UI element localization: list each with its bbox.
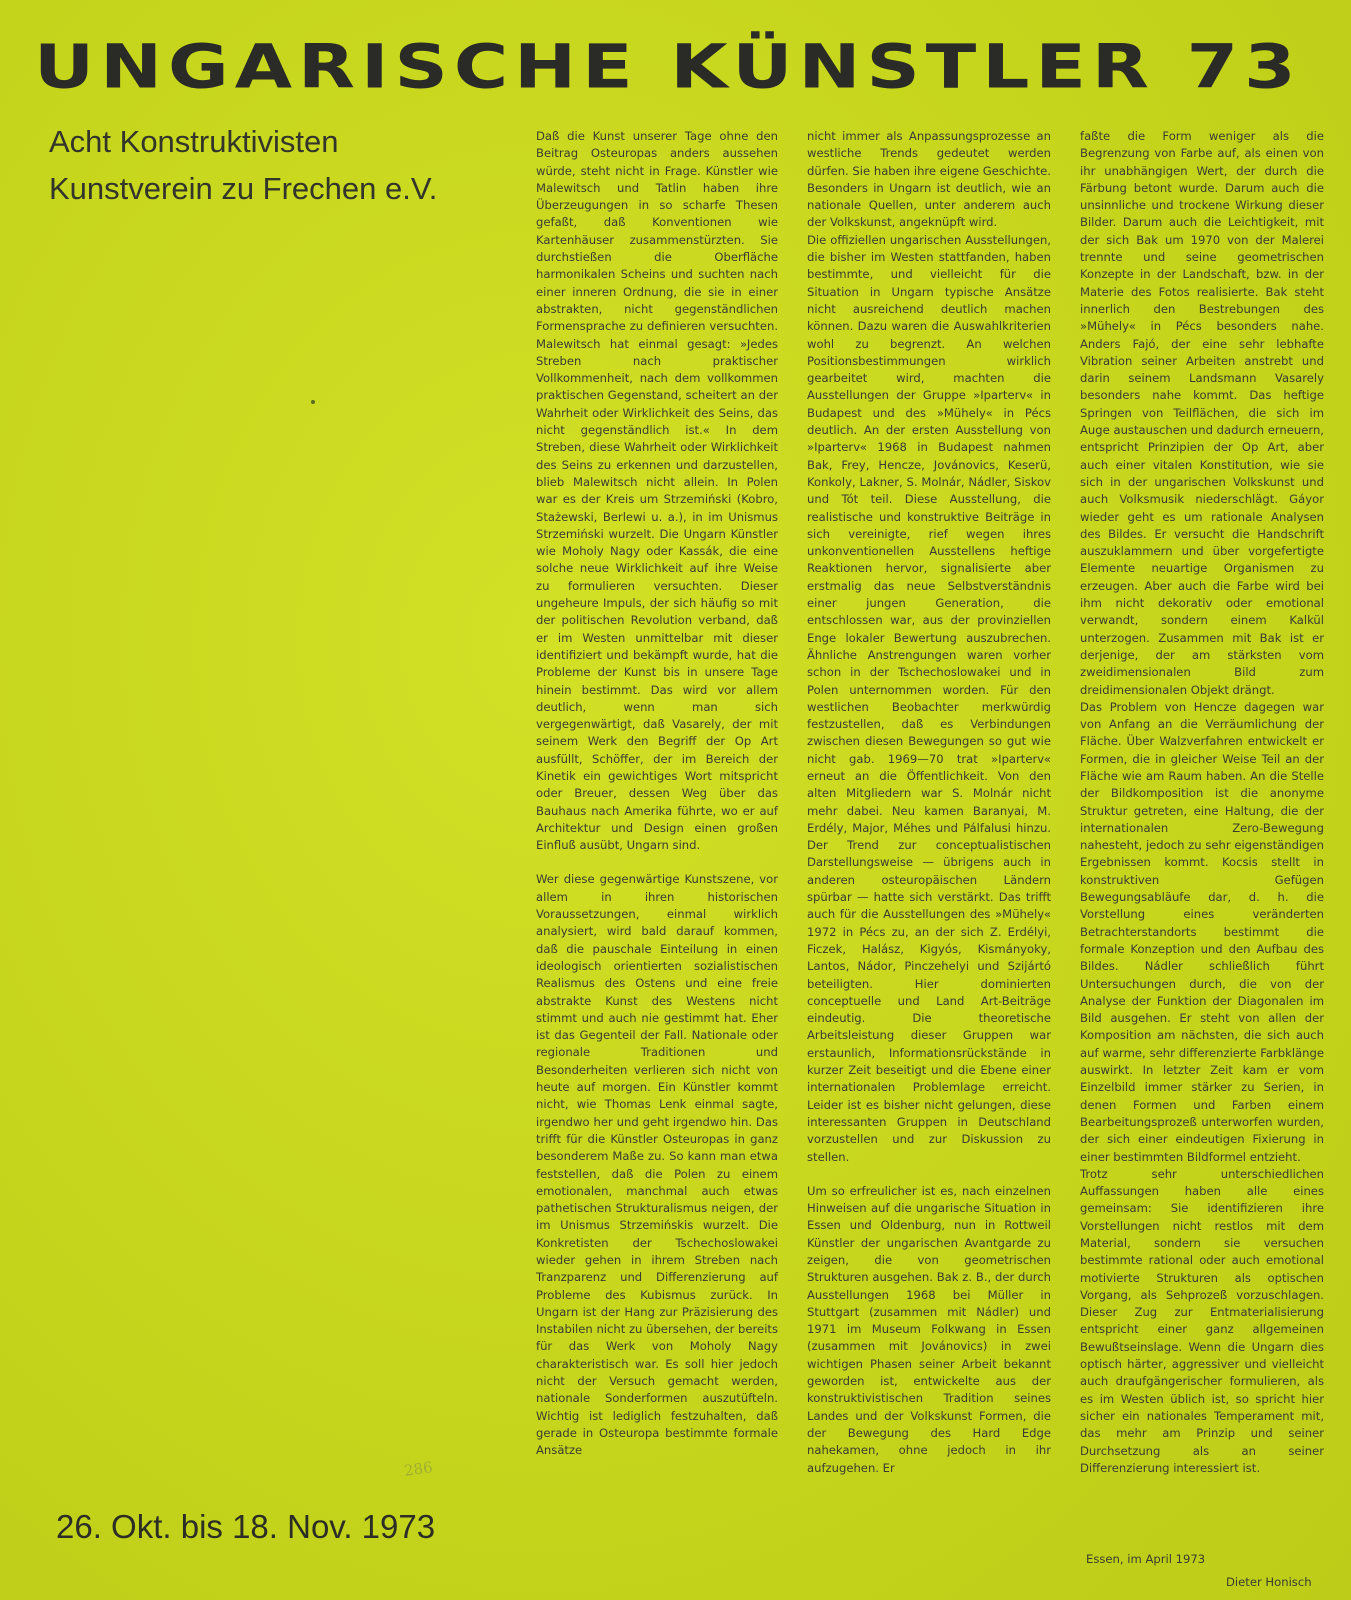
pencil-mark: 286 <box>402 1458 434 1480</box>
essay-paragraph: Trotz sehr unterschiedlichen Auffassungen haben alle eines gemeinsam: Sie identifizieren ihre Vorstellungen nicht restlos mit dem Material, sondern sie versuchen bestimmte rational oder auch emotional motivierte Strukturen als optischen Vorgang, als Sehprozeß vorzuschlagen. Dieser Zug zur Entmaterialisierung entspricht einer ganz allgemeinen Bewußtseinslage. Wenn die Ungarn dies optisch härter, aggressiver und vielleicht auch draufgängerischer formulieren, als es im Westen üblich ist, so spricht hier sicher ein nationales Temperament mit, das mehr am Prinzip und seiner Durchsetzung als an seiner Differenzierung interessiert ist. <box>1080 1166 1324 1475</box>
essay-paragraph: Die offiziellen ungarischen Ausstellungen, die bisher im Westen stattfanden, haben bestimmte, und vielleicht für die Situation in Ungarn typische Ansätze nicht ausreichend deutlich machen können. Dazu waren die Auswahlkriterien wohl zu begrenzt. An welchen Positionsbestimmungen wirklich gearbeitet wird, machten die Ausstellungen der Gruppe »Iparterv« in Budapest und des »Mühely« in Pécs deutlich. An der ersten Ausstellung von »Iparterv« 1968 in Budapest nahmen Bak, Frey, Hencze, Jovánovics, Keserü, Konkoly, Lakner, S. Molnár, Nádler, Siskov und Tót teil. Diese Ausstellung, die realistische und konstruktive Beiträge in sich vereinigte, rief wegen ihres unkonventionellen Ausstellens heftige Reaktionen hervor, signalisierte aber erstmalig das neue Selbstverständnis einer jungen Generation, die entschlossen war, aus der provinziellen Enge lokaler Bewertung auszubrechen. Ähnliche Anstrengungen waren vorher schon in der Tschechoslowakei und in Polen unternommen worden. Für den westlichen Beobachter merkwürdig festzustellen, daß es Verbindungen zwischen diesen Bewegungen so gut wie nicht gab. 1969—70 trat »Iparterv« erneut an die Öffentlichkeit. Von den alten Mitgliedern war S. Molnár nicht mehr dabei. Neu kamen Baranyai, M. Erdély, Major, Méhes und Pálfalusi hinzu. Der Trend zur conceptualistischen Darstellungsweise — übrigens auch in anderen osteuropäischen Ländern spürbar — hatte sich verstärkt. Das trifft auch für die Ausstellungen des »Mühely« 1972 in Pécs zu, an der sich Z. Erdélyi, Ficzek, Halász, Kigyós, Kismányoky, Lantos, Nádor, Pinczehelyi und Szijártó beteiligten. Hier dominierten conceptuelle und Land Art-Beiträge eindeutig. Die theoretische Arbeitsleistung dieser Gruppen war erstaunlich, Informationsrückstände in kurzer Zeit beseitigt und die Ebene einer internationalen Problemlage erreicht. Leider ist es bisher nicht gelungen, diese interessanten Gruppen in Deutschland vorzustellen und zur Diskussion zu stellen. <box>807 232 1051 1164</box>
page-title: UNGARISCHE KÜNSTLER 73 <box>34 31 1302 103</box>
essay-place-date: Essen, im April 1973 <box>1086 1552 1206 1566</box>
essay-paragraph: nicht immer als Anpassungsprozesse an westliche Trends gedeutet werden dürfen. Sie haben ihre eigene Geschichte. Besonders in Ungarn ist deutlich, wie an nationale Quellen, unter anderem auch der Volkskunst, angeknüpft wird. <box>807 129 1051 230</box>
essay-paragraph: Wer diese gegenwärtige Kunstszene, vor allem in ihren historischen Voraussetzungen, einmal wirklich analysiert, wird bald darauf kommen, daß die pauschale Einteilung in einen ideologisch orientierten sozialistischen Realismus des Ostens und eine freie abstrakte Kunst des Westens nicht stimmt und auch nie gestimmt hat. Eher ist das Gegenteil der Fall. Nationale oder regionale Traditionen und Besonderheiten verlieren sich nicht von heute auf morgen. Ein Künstler kommt nicht, wie Thomas Lenk einmal sagte, irgendwo her und geht irgendwo hin. Das trifft für die Künstler Osteuropas in ganz besonderem Maße zu. So kann man etwa feststellen, daß die Polen zu einem emotionalen, manchmal auch etwas pathetischen Strukturalismus neigen, der im Unismus Strzemińskis wurzelt. Die Konkretisten der Tschechoslowakei wieder gehen in ihrem Streben nach Tranzparenz und Differenzierung auf Probleme des Kubismus zurück. In Ungarn ist der Hang zur Präzisierung des Instabilen nicht zu übersehen, der bereits für das Werk von Moholy Nagy charakteristisch war. Es soll hier jedoch nicht der Versuch gemacht werden, nationale Sonderformen auszutüfteln. Wichtig ist lediglich festzuhalten, daß gerade in Osteuropa bestimmte formale Ansätze <box>536 872 778 1458</box>
exhibition-dates: 26. Okt. bis 18. Nov. 1973 <box>56 1508 436 1545</box>
essay-column-3 <box>1080 128 1324 1477</box>
essay-paragraph: Das Problem von Hencze dagegen war von Anfang an die Verräumlichung der Fläche. Über Walzverfahren entwickelt er Formen, die in gleicher Weise Teil an der Fläche wie am Raum haben. An die Stelle der Bildkomposition ist die anonyme Struktur getreten, eine Haltung, die der internationalen Zero-Bewegung nahesteht, jedoch zu sehr eigenständigen Ergebnissen kommt. Kocsis stellt in konstruktiven Gefügen Bewegungsabläufe dar, d. h. die Vorstellung eines veränderten Betrachterstandorts bestimmt die formale Konzeption und den Aufbau des Bildes. Nádler schließlich führt Untersuchungen durch, die von der Analyse der Funktion der Diagonalen im Bild ausgehen. Er steht von allen der Komposition am nächsten, die sich auch auf warme, sehr differenzierte Farbklänge auswirkt. In letzter Zeit kam er vom Einzelbild immer stärker zu Serien, in denen Formen und Farben einem Bearbeitungsprozeß unterworfen wurden, der sich einer eindeutigen Fixierung in einer bestimmten Bildformel entzieht. <box>1080 699 1324 1164</box>
subtitle-exhibition: Acht Konstruktivisten <box>49 124 339 159</box>
subtitle-organizer: Kunstverein zu Frechen e.V. <box>49 171 438 206</box>
ink-speck <box>311 400 315 404</box>
essay-column-1 <box>536 128 778 1460</box>
essay-paragraph: faßte die Form weniger als die Begrenzung von Farbe auf, als einen von ihr unabhängigen Wert, der durch die Färbung betont wurde. Darum auch die unsinnliche und trockene Wirkung dieser Bilder. Darum auch die Leichtigkeit, mit der sich Bak um 1970 von der Malerei trennte und seine geometrischen Konzepte in der Landschaft, bzw. in der Materie des Fotos realisierte. Bak steht innerlich den Bestrebungen des »Mühely« in Pécs besonders nahe. Anders Fajó, der eine sehr lebhafte Vibration seiner Arbeiten anstrebt und darin seinem Landsmann Vasarely besonders nahe kommt. Das heftige Springen von Teilflächen, die sich im Auge austauschen und dadurch erneuern, entspricht Prinzipien der Op Art, aber auch einer vitalen Konstitution, wie sie sich in der ungarischen Volkskunst und auch Volksmusik niederschlägt. Gáyor wieder geht es um rationale Analysen des Bildes. Er versucht die Handschrift auszuklammern und über vorgefertigte Elemente neuartige Organismen zu erzeugen. Aber auch die Farbe wird bei ihm nicht dekorativ oder emotional verwandt, sondern einem Kalkül unterzogen. Zusammen mit Bak ist er derjenige, der am stärksten vom zweidimensionalen Bild zum dreidimensionalen Objekt drängt. <box>1080 129 1324 697</box>
essay-author: Dieter Honisch <box>1226 1575 1312 1589</box>
essay-paragraph: Daß die Kunst unserer Tage ohne den Beitrag Osteuropas anders aussehen würde, steht nicht in Frage. Künstler wie Malewitsch und Tatlin haben ihre Überzeugungen in so scharfe Thesen gefaßt, daß Konventionen wie Kartenhäuser zusammenstürzten. Sie durchstießen die Oberfläche harmonikalen Scheins und suchten nach einer inneren Ordnung, die sie in einer abstrakten, nicht gegenständlichen Formensprache zu definieren versuchten. Malewitsch hat einmal gesagt: »Jedes Streben nach praktischer Vollkommenheit, nach dem vollkommen praktischen Gegenstand, scheitert an der Wahrheit oder Wirklichkeit des Seins, das nicht gegenständlich ist.« In dem Streben, diese Wahrheit oder Wirklichkeit des Seins zu erkennen und darzustellen, blieb Malewitsch nicht allein. In Polen war es der Kreis um Strzemiński (Kobro, Stażewski, Berlewi u. a.), in im Unismus Strzemiński wurzelt. Die Ungarn Künstler wie Moholy Nagy oder Kassák, die eine solche neue Wirklichkeit auf ihre Weise zu formulieren versuchten. Dieser ungeheure Impuls, der sich häufig so mit der politischen Revolution verband, daß er im Westen unmittelbar mit dieser identifiziert und bekämpft wurde, hat die Probleme der Kunst bis in unsere Tage hinein bestimmt. Das wird vor allem deutlich, wenn man sich vergegenwärtigt, daß Vasarely, der mit seinem Werk den Begriff der Op Art ausfüllt, Schöffer, der im Bereich der Kinetik ein gewichtiges Wort mitspricht oder Breuer, dessen Weg über das Bauhaus nach Amerika führte, wo er auf Architektur und Design einen großen Einfluß ausübt, Ungarn sind. <box>536 129 778 853</box>
essay-paragraph: Um so erfreulicher ist es, nach einzelnen Hinweisen auf die ungarische Situation in Essen und Oldenburg, nun in Rottweil Künstler der ungarischen Avantgarde zu zeigen, die von geometrischen Strukturen ausgehen. Bak z. B., der durch Ausstellungen 1968 bei Müller in Stuttgart (zusammen mit Nádler) und 1971 im Museum Folkwang in Essen (zusammen mit Jovánovics) in zwei wichtigen Phasen seiner Arbeit bekannt geworden ist, entwickelte aus der konstruktivistischen Tradition seines Landes und der Volkskunst Formen, die der Bewegung des Hard Edge nahekamen, ohne jedoch in ihr aufzugehen. Er <box>807 1183 1051 1475</box>
essay-column-2 <box>807 128 1051 1477</box>
